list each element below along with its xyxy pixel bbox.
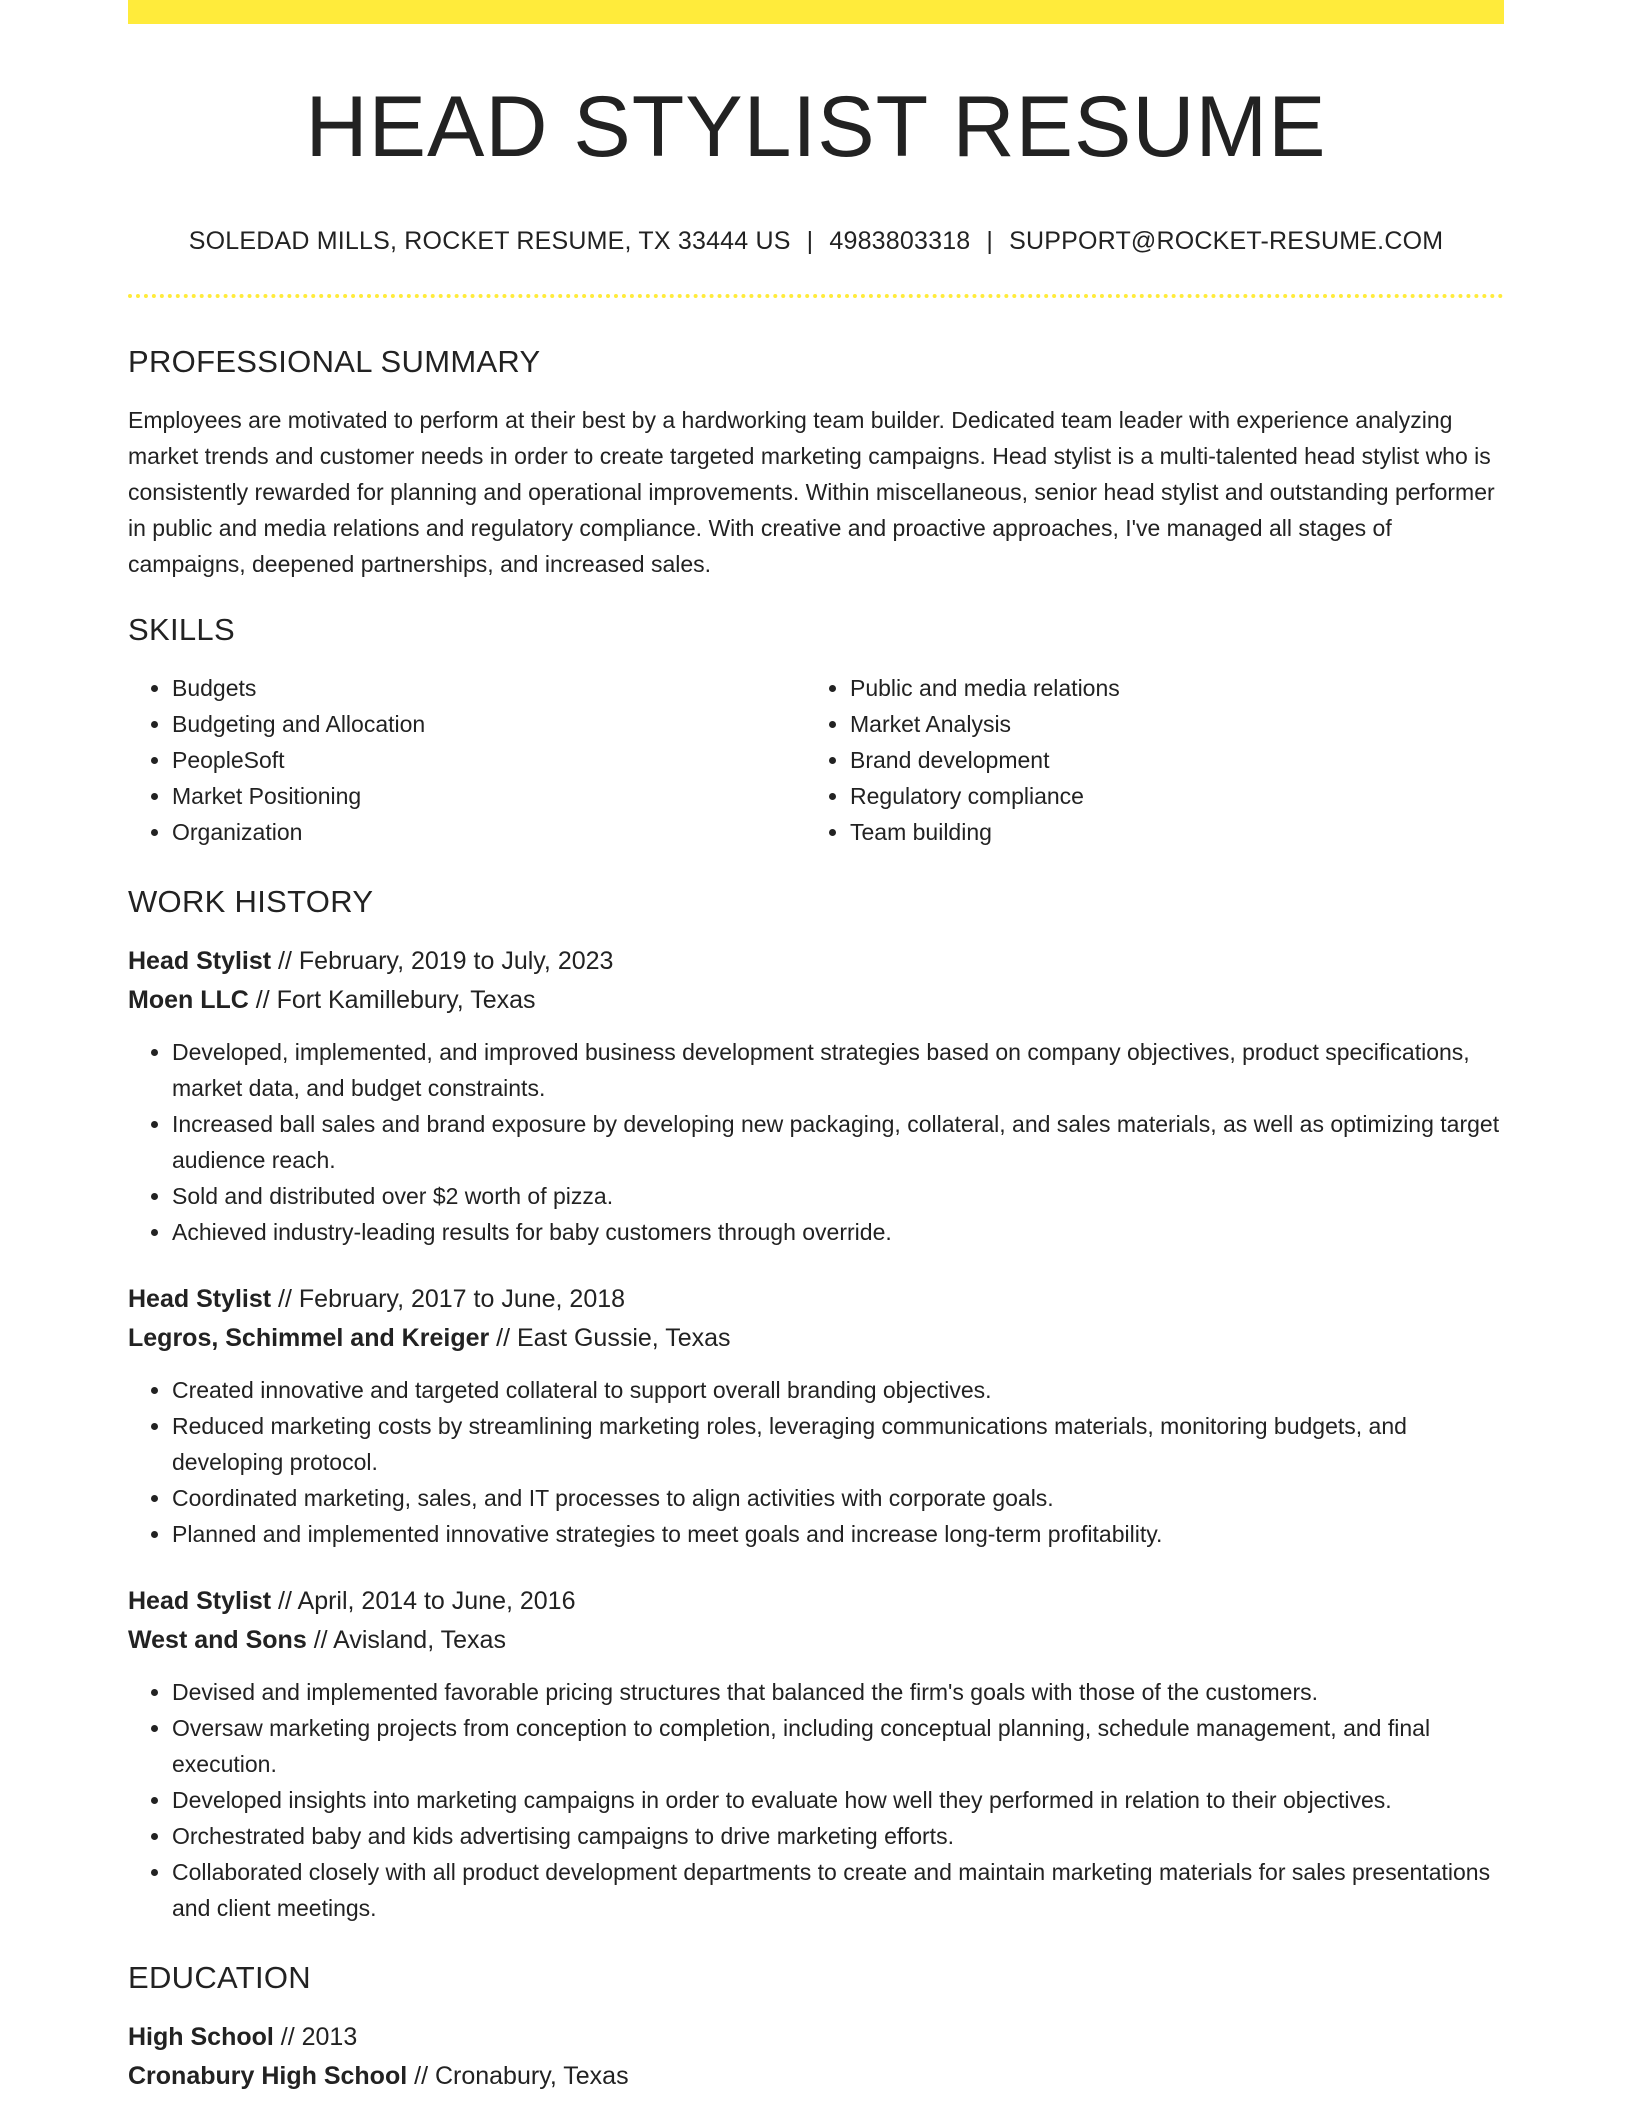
skill-item: • Public and media relations	[850, 670, 1484, 706]
job-entry	[128, 942, 1504, 1250]
job-bullet: • Created innovative and targeted collateral to support overall branding objectives.	[172, 1372, 1504, 1408]
job-company-line	[128, 981, 1504, 1020]
contact-email: SUPPORT@ROCKET-RESUME.COM	[1009, 226, 1444, 255]
job-bullet: • Orchestrated baby and kids advertising campaigns to drive marketing efforts.	[172, 1818, 1504, 1854]
education-school-line	[128, 2057, 1504, 2096]
work-history-heading: WORK HISTORY	[128, 883, 374, 919]
contact-separator: |	[806, 226, 814, 255]
skill-item: • Organization	[172, 814, 806, 850]
job-bullet: • Planned and implemented innovative strategies to meet goals and increase long-term profitability.	[172, 1516, 1504, 1552]
skill-item: • Brand development	[850, 742, 1484, 778]
job-company: Legros, Schimmel and Kreiger	[128, 1323, 490, 1352]
skill-item: • Team building	[850, 814, 1484, 850]
job-bullet: • Devised and implemented favorable pricing structures that balanced the firm's goals with those of the customers.	[172, 1674, 1504, 1710]
education-degree: High School	[128, 2022, 274, 2051]
job-bullet: • Achieved industry-leading results for baby customers through override.	[172, 1214, 1504, 1250]
job-dates: // February, 2019 to July, 2023	[271, 946, 614, 975]
skill-item: • PeopleSoft	[172, 742, 806, 778]
skills-grid	[128, 670, 1504, 850]
job-title: Head Stylist	[128, 946, 272, 975]
job-title: Head Stylist	[128, 1586, 272, 1615]
job-bullet: • Sold and distributed over $2 worth of pizza.	[172, 1178, 1504, 1214]
skill-item: • Market Positioning	[172, 778, 806, 814]
education-year: // 2013	[273, 2022, 358, 2051]
education-degree-line	[128, 2018, 1504, 2057]
job-entry	[128, 1582, 1504, 1926]
job-location: // Fort Kamillebury, Texas	[248, 985, 536, 1014]
job-location: // Avisland, Texas	[306, 1625, 506, 1654]
job-dates: // February, 2017 to June, 2018	[271, 1284, 626, 1313]
job-title-line	[128, 1582, 1504, 1621]
skill-item: • Regulatory compliance	[850, 778, 1484, 814]
skill-item: • Budgeting and Allocation	[172, 706, 806, 742]
education-location: // Cronabury, Texas	[407, 2061, 629, 2090]
summary-heading: PROFESSIONAL SUMMARY	[128, 343, 541, 379]
contact-phone: 4983803318	[829, 226, 971, 255]
job-bullet: • Reduced marketing costs by streamlining marketing roles, leveraging communications materials, monitoring budgets, and developing protocol.	[172, 1408, 1504, 1480]
job-bullet: • Increased ball sales and brand exposure by developing new packaging, collateral, and sales materials, as well as optimizing target audience reach.	[172, 1106, 1504, 1178]
job-bullets	[128, 1674, 1504, 1926]
job-bullet: • Developed insights into marketing campaigns in order to evaluate how well they performed in relation to their objectives.	[172, 1782, 1504, 1818]
contact-separator: |	[986, 226, 994, 255]
skill-item: • Budgets	[172, 670, 806, 706]
summary-text: Employees are motivated to perform at their best by a hardworking team builder. Dedicated team leader with experience analyzing market trends and customer needs in order to create targeted marketing campaigns. Head stylist is a multi-talented head stylist who is consistently rewarded for planning and operational improvements. Within miscellaneous, senior head stylist and outstanding performer in public and media relations and regulatory compliance. With creative and proactive approaches, I've managed all stages of campaigns, deepened partnerships, and increased sales.	[128, 406, 1495, 577]
resume-page	[128, 0, 1504, 2096]
education-school: Cronabury High School	[128, 2061, 408, 2090]
job-bullet: • Collaborated closely with all product development departments to create and maintain marketing materials for sales presentations and client meetings.	[172, 1854, 1504, 1926]
education-heading: EDUCATION	[128, 1959, 311, 1995]
contact-address: SOLEDAD MILLS, ROCKET RESUME, TX 33444 US	[188, 226, 791, 255]
job-bullet: • Developed, implemented, and improved business development strategies based on company objectives, product specifications, market data, and budget constraints.	[172, 1034, 1504, 1106]
job-bullets	[128, 1372, 1504, 1552]
accent-top-bar	[128, 0, 1504, 24]
job-title-line	[128, 942, 1504, 981]
skills-list-left	[128, 670, 806, 850]
job-title: Head Stylist	[128, 1284, 272, 1313]
job-bullet: • Coordinated marketing, sales, and IT processes to align activities with corporate goals.	[172, 1480, 1504, 1516]
resume-title: HEAD STYLIST RESUME	[305, 79, 1327, 175]
job-company: West and Sons	[128, 1625, 307, 1654]
skills-heading: SKILLS	[128, 611, 235, 647]
job-company-line	[128, 1319, 1504, 1358]
job-bullets	[128, 1034, 1504, 1250]
skills-list-right	[806, 670, 1484, 850]
contact-line	[128, 227, 1504, 256]
job-bullet: • Oversaw marketing projects from conception to completion, including conceptual planning, schedule management, and final execution.	[172, 1710, 1504, 1782]
job-dates: // April, 2014 to June, 2016	[271, 1586, 576, 1615]
job-company-line	[128, 1621, 1504, 1660]
dotted-divider	[128, 294, 1504, 298]
job-entry	[128, 1280, 1504, 1552]
skill-item: • Market Analysis	[850, 706, 1484, 742]
job-title-line	[128, 1280, 1504, 1319]
job-company: Moen LLC	[128, 985, 249, 1014]
job-location: // East Gussie, Texas	[489, 1323, 731, 1352]
